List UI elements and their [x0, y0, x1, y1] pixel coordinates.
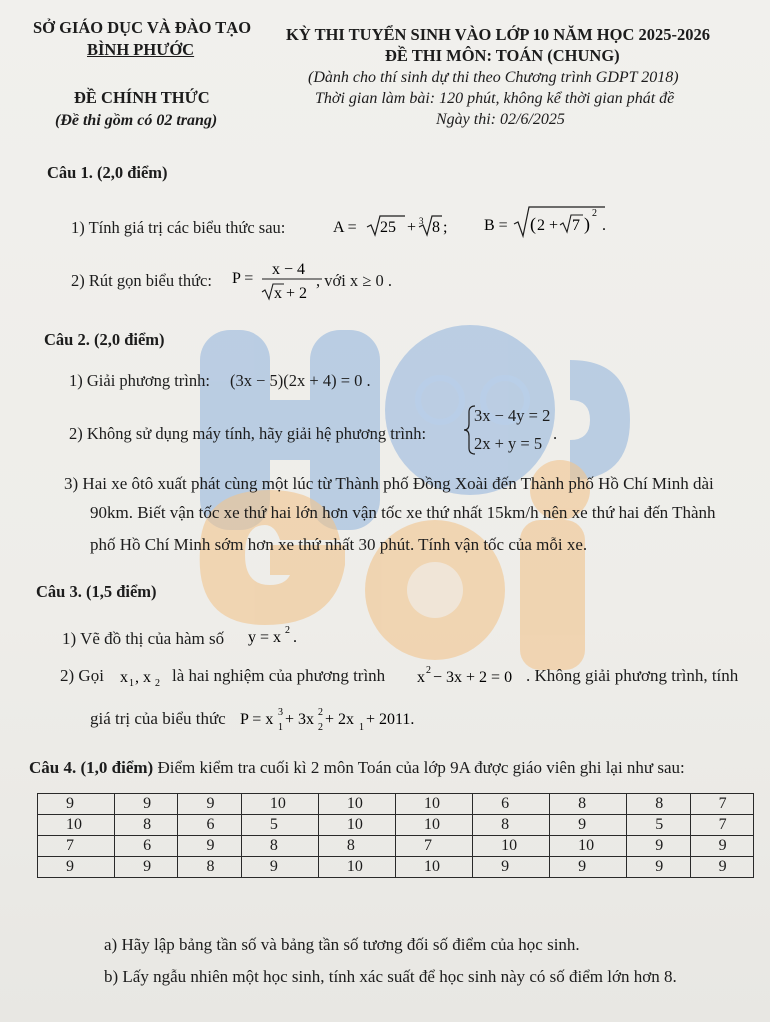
- svg-text:25: 25: [380, 219, 396, 236]
- q1-part1-text: 1) Tính giá trị các biểu thức sau:: [71, 218, 286, 237]
- svg-text:+ 2011.: + 2011.: [366, 711, 415, 728]
- table-cell: 8: [627, 794, 690, 815]
- table-cell: 9: [550, 815, 627, 836]
- table-cell: 8: [318, 836, 395, 857]
- q3-quadratic: [417, 662, 533, 693]
- svg-text:.: .: [602, 217, 606, 234]
- q3-roots: [120, 664, 170, 695]
- svg-text:2: 2: [318, 722, 323, 733]
- table-cell: 9: [178, 836, 241, 857]
- svg-text:+ 3x: + 3x: [285, 711, 315, 728]
- q2-part3-line3: phố Hồ Chí Minh sớm hơn xe thứ nhất 30 phút. Tính vận tốc của mỗi xe.: [90, 535, 588, 554]
- svg-text:P =: P =: [232, 270, 254, 287]
- table-cell: 8: [178, 857, 241, 878]
- svg-text:+ 2x: + 2x: [325, 711, 355, 728]
- table-cell: 9: [690, 857, 753, 878]
- table-cell: 9: [627, 836, 690, 857]
- q2-part3-line1: 3) Hai xe ôtô xuất phát cùng một lúc từ Thành phố Đồng Xoài đến Thành phố Hồ Chí Minh dài: [64, 474, 714, 493]
- q2-part3-line2: 90km. Biết vận tốc xe thứ hai lớn hơn vận tốc xe thứ nhất 15km/h nên xe thứ hai đến Thành: [90, 503, 716, 522]
- q2-system-eq2: 2x + y = 5: [474, 434, 543, 453]
- official-label: ĐỀ CHÍNH THỨC: [74, 88, 210, 107]
- q3-title: Câu 3. (1,5 điểm): [36, 582, 157, 601]
- q3-expression-p: [240, 703, 440, 738]
- table-cell: 8: [115, 815, 178, 836]
- svg-text:x − 4: x − 4: [272, 261, 306, 278]
- q1-expression-b: [484, 204, 614, 247]
- table-cell: 7: [690, 794, 753, 815]
- q2-system-eq1: 3x − 4y = 2: [474, 406, 551, 425]
- table-cell: 7: [38, 836, 115, 857]
- table-cell: 7: [690, 815, 753, 836]
- exam-date: Ngày thi: 02/6/2025: [436, 111, 565, 128]
- table-cell: 7: [395, 836, 472, 857]
- table-cell: 10: [241, 794, 318, 815]
- exam-title: KỲ THI TUYỂN SINH VÀO LỚP 10 NĂM HỌC 2025-2026: [286, 25, 711, 44]
- table-cell: 9: [115, 857, 178, 878]
- table-cell: 6: [473, 794, 550, 815]
- table-cell: 10: [550, 836, 627, 857]
- q2-part1-equation: (3x − 5)(2x + 4) = 0 .: [230, 371, 371, 390]
- q1-fraction-p: [232, 256, 324, 309]
- q4-heading: [29, 758, 685, 778]
- q3-part2-a: 2) Gọi: [60, 666, 104, 685]
- svg-text:1: 1: [278, 722, 283, 733]
- q3-part2-b: là hai nghiệm của phương trình: [172, 666, 386, 685]
- dept-name: SỞ GIÁO DỤC VÀ ĐÀO TẠO: [33, 18, 252, 37]
- table-cell: 6: [115, 836, 178, 857]
- q2-title: Câu 2. (2,0 điểm): [44, 330, 165, 349]
- program-note: (Dành cho thí sinh dự thi theo Chương trình GDPT 2018): [308, 69, 679, 86]
- table-cell: 9: [38, 794, 115, 815]
- table-cell: 9: [690, 836, 753, 857]
- svg-text:2: 2: [426, 665, 431, 676]
- table-cell: 10: [318, 857, 395, 878]
- svg-text:2: 2: [285, 625, 290, 636]
- svg-text:2: 2: [318, 707, 323, 718]
- table-cell: 9: [550, 857, 627, 878]
- table-cell: 9: [627, 857, 690, 878]
- svg-text:1: 1: [359, 722, 364, 733]
- time-note: Thời gian làm bài: 120 phút, không kể thời gian phát đề: [315, 90, 675, 107]
- q3-function: [248, 624, 308, 655]
- svg-text:2: 2: [592, 208, 597, 219]
- svg-text:7: 7: [572, 217, 580, 234]
- table-row: [38, 836, 754, 857]
- table-cell: 9: [241, 857, 318, 878]
- svg-text:P = x: P = x: [240, 711, 274, 728]
- q2-system-period: .: [553, 424, 558, 443]
- table-cell: 6: [178, 815, 241, 836]
- q4-title: Câu 4. (1,0 điểm): [29, 758, 154, 777]
- table-cell: 9: [178, 794, 241, 815]
- table-cell: 9: [38, 857, 115, 878]
- q3-part2-c: . Không giải phương trình, tính: [526, 666, 739, 685]
- table-cell: 8: [550, 794, 627, 815]
- table-cell: 9: [115, 794, 178, 815]
- svg-text:y = x: y = x: [248, 629, 282, 646]
- svg-text:(: (: [530, 214, 536, 234]
- table-cell: 10: [395, 857, 472, 878]
- svg-text:x + 2: x + 2: [274, 285, 308, 302]
- table-cell: 10: [318, 794, 395, 815]
- table-cell: 8: [473, 815, 550, 836]
- q3-part1-text: 1) Vẽ đồ thị của hàm số: [62, 629, 225, 648]
- svg-text:1: 1: [129, 678, 134, 689]
- table-cell: 10: [318, 815, 395, 836]
- svg-text:2 +: 2 +: [537, 217, 559, 234]
- svg-text:3: 3: [419, 216, 424, 226]
- table-cell: 10: [473, 836, 550, 857]
- table-row: [38, 857, 754, 878]
- svg-text:, x: , x: [135, 669, 151, 686]
- svg-text:A =: A =: [333, 219, 357, 236]
- svg-text:;: ;: [443, 219, 448, 236]
- svg-text:B =: B =: [484, 217, 508, 234]
- q4-intro: Điểm kiểm tra cuối kì 2 môn Toán của lớp 9A được giáo viên ghi lại như sau:: [153, 758, 685, 777]
- svg-text:x: x: [417, 669, 425, 686]
- q3-part2-line2: giá trị của biểu thức: [90, 709, 226, 728]
- svg-text:x: x: [120, 669, 128, 686]
- q4-part-a: a) Hãy lập bảng tần số và bảng tần số tương đối số điểm của học sinh.: [104, 935, 580, 954]
- table-cell: 10: [38, 815, 115, 836]
- q1-part2-condition: , với x ≥ 0 .: [316, 271, 392, 290]
- svg-text:3: 3: [278, 707, 283, 718]
- province-name: BÌNH PHƯỚC: [87, 40, 195, 59]
- page-count-note: (Đề thi gồm có 02 trang): [55, 112, 218, 129]
- svg-text:2: 2: [155, 678, 160, 689]
- table-row: [38, 815, 754, 836]
- table-cell: 8: [241, 836, 318, 857]
- q4-part-b: b) Lấy ngẫu nhiên một học sinh, tính xác suất để học sinh này có số điểm lớn hơn 8.: [104, 967, 677, 986]
- table-row: [38, 794, 754, 815]
- subject-title: ĐỀ THI MÔN: TOÁN (CHUNG): [385, 46, 620, 65]
- q2-part1-text: 1) Giải phương trình:: [69, 371, 210, 390]
- table-cell: 10: [395, 815, 472, 836]
- q1-part2-text: 2) Rút gọn biểu thức:: [71, 271, 212, 290]
- table-cell: 9: [473, 857, 550, 878]
- table-cell: 5: [627, 815, 690, 836]
- scores-table: [37, 793, 754, 878]
- q1-title: Câu 1. (2,0 điểm): [47, 163, 168, 182]
- svg-text:8: 8: [432, 219, 440, 236]
- svg-text:): ): [584, 214, 590, 234]
- svg-text:− 3x + 2 = 0: − 3x + 2 = 0: [433, 669, 513, 686]
- svg-text:.: .: [293, 629, 297, 646]
- q1-expression-a: [333, 210, 453, 247]
- q2-part2-text: 2) Không sử dụng máy tính, hãy giải hệ phương trình:: [69, 424, 427, 443]
- svg-text:+: +: [407, 219, 417, 236]
- table-cell: 5: [241, 815, 318, 836]
- table-cell: 10: [395, 794, 472, 815]
